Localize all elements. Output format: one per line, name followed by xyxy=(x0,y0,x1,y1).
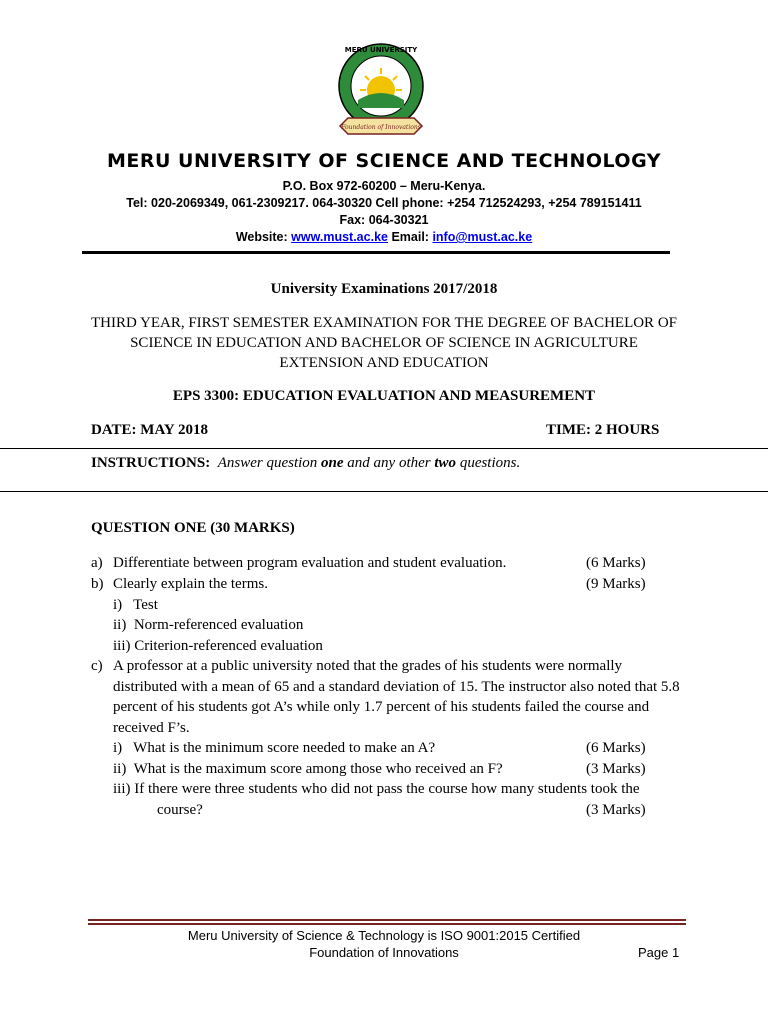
exam-time: TIME: 2 HOURS xyxy=(546,422,660,438)
question-c-line: distributed with a mean of 65 and a standard deviation of 15. The instructor also noted that 5.8 xyxy=(113,679,680,695)
fax: Fax: 064-30321 xyxy=(339,213,429,227)
logo-motto-text: Foundation of Innovations xyxy=(341,124,421,131)
list-item: ii) What is the maximum score among those who received an F? xyxy=(113,761,503,777)
po-box: P.O. Box 972-60200 – Meru-Kenya. xyxy=(282,179,486,193)
question-c-ii-marks: (3 Marks) xyxy=(586,761,646,777)
footer-iso-line: Meru University of Science & Technology is ISO 9001:2015 Certified xyxy=(187,928,581,943)
question-c-iii-marks: (3 Marks) xyxy=(586,802,646,818)
question-b-text: Clearly explain the terms. xyxy=(113,576,268,592)
list-item: iii) Criterion-referenced evaluation xyxy=(113,638,323,654)
instructions-text-2: and any other xyxy=(343,455,435,471)
list-item: i) What is the minimum score needed to make an A? xyxy=(113,740,436,756)
website-label: Website: xyxy=(235,230,288,244)
exam-description-line3: EXTENSION AND EDUCATION xyxy=(279,355,489,371)
instructions-two: two xyxy=(434,455,457,471)
header-divider xyxy=(82,251,670,254)
list-item: ii) Norm-referenced evaluation xyxy=(113,617,304,633)
footer-rule xyxy=(88,923,686,925)
exam-session: University Examinations 2017/2018 xyxy=(270,281,498,297)
svg-text:MERU UNIVERSITY: MERU UNIVERSITY xyxy=(344,46,418,54)
email-label: Email: xyxy=(391,230,429,244)
course-title: EPS 3300: EDUCATION EVALUATION AND MEASUREMENT xyxy=(172,388,596,404)
instructions xyxy=(91,455,520,472)
exam-date: DATE: MAY 2018 xyxy=(91,422,208,438)
instructions-top-rule xyxy=(0,448,768,449)
university-name: MERU UNIVERSITY OF SCIENCE AND TECHNOLOGY xyxy=(106,150,662,172)
question-c-i-marks: (6 Marks) xyxy=(586,740,646,756)
footer-motto: Foundation of Innovations xyxy=(309,945,459,960)
question-one-heading: QUESTION ONE (30 MARKS) xyxy=(91,520,295,536)
page-number: Page 1 xyxy=(638,945,680,960)
exam-description-line2: SCIENCE IN EDUCATION AND BACHELOR OF SCIENCE IN AGRICULTURE xyxy=(130,335,638,351)
list-item: iii) If there were three students who did not pass the course how many students took the xyxy=(113,781,640,797)
question-c-line: percent of his students got A’s while only 1.7 percent of his students failed the course and xyxy=(113,699,650,715)
question-b-label: b) xyxy=(91,576,104,592)
list-item: i) Test xyxy=(113,597,158,613)
instructions-one: one xyxy=(321,455,344,471)
exam-description-line1: THIRD YEAR, FIRST SEMESTER EXAMINATION FOR THE DEGREE OF BACHELOR OF xyxy=(90,315,677,331)
website-link[interactable]: www.must.ac.ke xyxy=(291,230,388,244)
question-b-marks: (9 Marks) xyxy=(586,576,646,592)
question-a-text: Differentiate between program evaluation and student evaluation. xyxy=(113,555,507,571)
university-logo xyxy=(318,38,444,146)
contact-line xyxy=(0,230,768,244)
question-a-label: a) xyxy=(91,555,103,571)
footer-rule xyxy=(88,919,686,921)
question-c-iii-continuation: course? xyxy=(157,802,203,818)
question-a-marks: (6 Marks) xyxy=(586,555,646,571)
email-link[interactable]: info@must.ac.ke xyxy=(432,230,533,244)
instructions-text: Answer question xyxy=(217,455,322,471)
telephone: Tel: 020-2069349, 061-2309217. 064-30320 Cell phone: +254 712524293, +254 789151411 xyxy=(126,196,642,210)
instructions-bottom-rule xyxy=(0,491,768,492)
question-c-label: c) xyxy=(91,658,103,674)
question-c-line: A professor at a public university noted that the grades of his students were normally xyxy=(113,658,623,674)
instructions-label: INSTRUCTIONS: xyxy=(91,455,211,471)
question-c-line: received F’s. xyxy=(113,720,190,736)
instructions-text-3: questions. xyxy=(456,455,521,471)
